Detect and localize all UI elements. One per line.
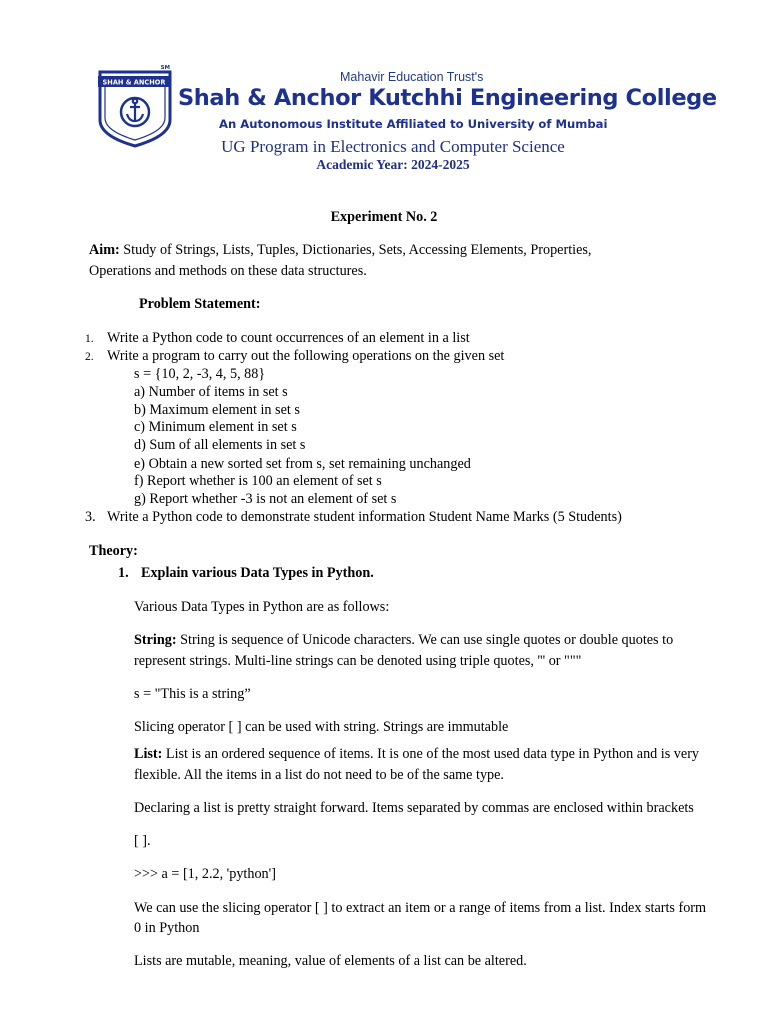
declare-list-line: Declaring a list is pretty straight forward. Items separated by commas are enclosed within brackets [134, 800, 694, 816]
problem-item-2: Write a program to carry out the following operations on the given set [107, 348, 505, 364]
slice-para-line-2: 0 in Python [134, 920, 200, 936]
slice-para-line-1: We can use the slicing operator [ ] to extract an item or a range of items from a list. Index starts form [134, 900, 707, 916]
slicing-note: Slicing operator [ ] can be used with string. Strings are immutable [134, 719, 509, 735]
aim-text-1: Study of Strings, Lists, Tuples, Dictionaries, Sets, Accessing Elements, Properties, [119, 242, 592, 258]
sub-item: d) Sum of all elements in set s [134, 437, 306, 453]
sub-item: a) Number of items in set s [134, 384, 288, 400]
program-title: UG Program in Electronics and Computer Science [221, 137, 565, 156]
experiment-title: Experiment No. 2 [330, 209, 438, 225]
sub-item: g) Report whether -3 is not an element of set s [134, 491, 397, 507]
affiliation: An Autonomous Institute Affiliated to University of Mumbai [219, 117, 608, 131]
string-para-line-2: represent strings. Multi-line strings can be denoted using triple quotes, ''' or """ [134, 653, 582, 669]
college-logo [96, 62, 174, 148]
college-name: Shah & Anchor Kutchhi Engineering College [178, 85, 717, 111]
problem-number-2: 2. [85, 351, 94, 363]
list-label: List: [134, 746, 163, 762]
set-definition: s = {10, 2, -3, 4, 5, 88} [134, 366, 266, 382]
list-para-line-2: flexible. All the items in a list do not need to be of the same type. [134, 767, 504, 783]
aim-line-1 [89, 242, 591, 259]
string-label: String: [134, 632, 177, 648]
list-para-line-1 [134, 746, 699, 763]
data-types-intro: Various Data Types in Python are as follows: [134, 599, 390, 615]
question-1: Explain various Data Types in Python. [141, 565, 374, 581]
brackets-line: [ ]. [134, 833, 151, 849]
academic-year: Academic Year: 2024-2025 [316, 157, 470, 172]
string-para-line-1 [134, 632, 673, 649]
sub-item: b) Maximum element in set s [134, 402, 300, 418]
aim-line-2: Operations and methods on these data structures. [89, 263, 367, 279]
sub-item: e) Obtain a new sorted set from s, set remaining unchanged [134, 456, 471, 472]
problem-heading: Problem Statement: [139, 296, 261, 312]
logo-mark: SM [160, 65, 170, 71]
sub-item: f) Report whether is 100 an element of set s [134, 473, 382, 489]
problem-item-1: Write a Python code to count occurrences of an element in a list [107, 330, 470, 346]
mutable-note: Lists are mutable, meaning, value of elements of a list can be altered. [134, 953, 527, 969]
problem-number-3: 3. [85, 509, 96, 525]
string-text-1: String is sequence of Unicode characters. We can use single quotes or double quotes to [176, 632, 674, 648]
sub-item: c) Minimum element in set s [134, 419, 297, 435]
list-example: >>> a = [1, 2.2, 'python'] [134, 866, 276, 882]
string-example: s = "This is a string” [134, 686, 251, 702]
problem-item-3: Write a Python code to demonstrate student information Student Name Marks (5 Students) [107, 509, 622, 525]
theory-heading: Theory: [89, 543, 138, 559]
question-number-1: 1. [118, 565, 129, 581]
problem-number-1: 1. [85, 333, 94, 345]
logo-text: SHAH & ANCHOR [102, 78, 166, 87]
trust-name: Mahavir Education Trust's [340, 70, 484, 84]
list-text-1: List is an ordered sequence of items. It is one of the most used data type in Python and is very [162, 746, 700, 762]
aim-label: Aim: [89, 242, 120, 258]
